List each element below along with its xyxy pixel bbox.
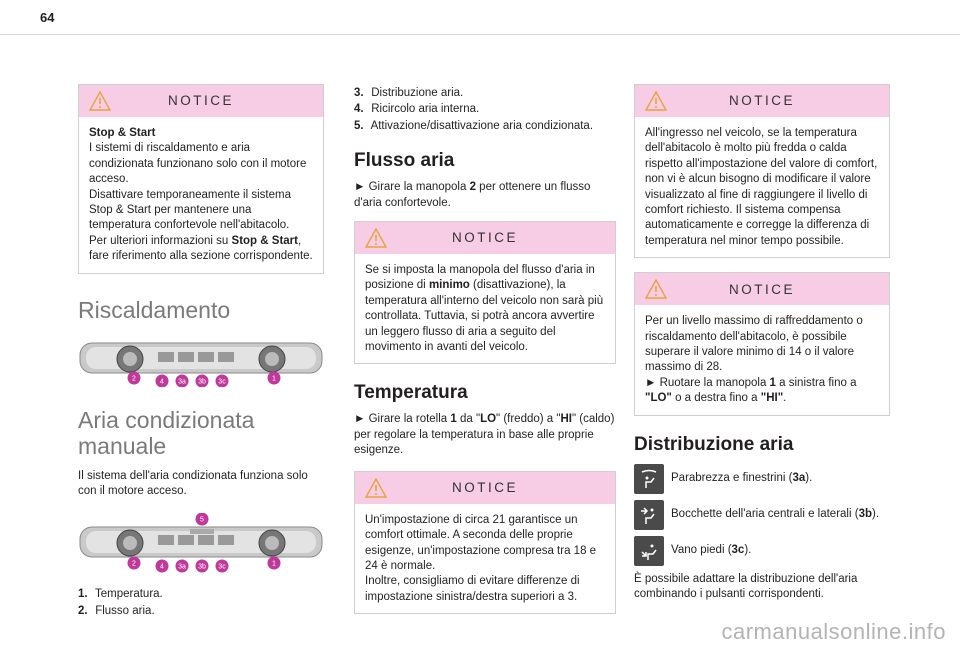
warning-icon xyxy=(645,279,667,299)
intro-paragraph: Il sistema dell'aria condizionata funziona solo con il motore acceso. xyxy=(78,469,308,498)
callout-label: 2 xyxy=(132,560,136,568)
callout-label: 3b xyxy=(198,378,206,386)
notice-box-stop-start xyxy=(78,84,324,274)
notice-header xyxy=(635,273,889,305)
notice-title: NOTICE xyxy=(728,93,795,109)
notice-box-flusso xyxy=(354,221,616,364)
warning-icon xyxy=(645,91,667,111)
heading-flusso-aria: Flusso aria xyxy=(354,150,455,172)
notice-text: ► Ruotare la manopola 1 a sinistra fino a "LO" o a destra fino a "HI". xyxy=(645,376,857,405)
notice-box-temperatura xyxy=(354,471,616,614)
heading-aria-condizionata: Aria condizionata manuale xyxy=(78,406,255,459)
list-item: 1. Temperatura. xyxy=(78,588,163,601)
notice-text: All'ingresso nel veicolo, se la temperatura dell'abitacolo è molto più fredda o calda rispetto all'impostazione del valore di comfort, non vi è alcun bisogno di modificare il valore visualizzato al fine di raggiungere il livello di comfort richiesto. Il sistema compensa automaticamente e corregge la differenza di temperatura nel minor tempo possibile. xyxy=(645,127,878,247)
notice-text: Se si imposta la manopola del flusso d'aria in posizione di minimo (disattivazione), la temperatura all'interno del veicolo non sarà più controllata. Tuttavia, si potrà ancora avvertire un leggero flusso di aria a seguito del movimento in avanti del veicolo. xyxy=(365,264,604,354)
list-item: 5. Attivazione/disattivazione aria condizionata. xyxy=(354,119,594,132)
callout-label: 4 xyxy=(160,563,164,571)
notice-title: NOTICE xyxy=(167,93,234,109)
notice-subtitle: Stop & Start xyxy=(89,127,156,139)
notice-title: NOTICE xyxy=(728,281,795,297)
list-item: 3. Distribuzione aria. xyxy=(354,87,464,99)
notice-text: Per ulteriori informazioni su Stop & Start, fare riferimento alla sezione corrispondente. xyxy=(89,234,313,263)
notice-title: NOTICE xyxy=(451,479,518,495)
control-panel-image-1 xyxy=(78,337,324,387)
callout-label: 5 xyxy=(200,516,204,524)
list-item: Vano piedi (3c). xyxy=(634,536,890,566)
callout-label: 3c xyxy=(218,563,226,571)
windshield-airflow-icon xyxy=(634,464,664,494)
notice-text: Disattivare temporaneamente il sistema Stop & Start per mantenere una temperatura confortevole nell'abitacolo. xyxy=(89,188,291,232)
heading-riscaldamento: Riscaldamento xyxy=(78,296,231,323)
distribution-list xyxy=(634,464,890,566)
notice-header xyxy=(355,222,615,254)
notice-header xyxy=(79,85,323,117)
list-item: Bocchette dell'aria centrali e laterali (3b). xyxy=(634,500,890,530)
watermark: carmanualsonline.info xyxy=(721,619,946,644)
notice-header xyxy=(355,472,615,504)
legend-list xyxy=(78,587,324,619)
flusso-instruction: ► Girare la manopola 2 per ottenere un flusso d'aria confortevole. xyxy=(354,181,591,209)
notice-text: Inoltre, consigliamo di evitare differenze di impostazione sinistra/destra superiori a 3. xyxy=(365,575,580,603)
callout-label: 1 xyxy=(272,560,276,568)
callout-label: 3a xyxy=(178,563,186,571)
legend-list xyxy=(354,86,616,134)
heading-temperatura: Temperatura xyxy=(354,382,468,404)
heading-distribuzione-aria: Distribuzione aria xyxy=(634,433,794,455)
notice-header xyxy=(635,85,889,117)
notice-title: NOTICE xyxy=(451,230,518,246)
column-3 xyxy=(634,84,890,603)
column-1 xyxy=(78,84,324,620)
temperatura-instruction: ► Girare la rotella 1 da "LO" (freddo) a "HI" (caldo) per regolare la temperatura in base alle proprie esigenze. xyxy=(354,413,615,457)
footwell-airflow-icon xyxy=(634,536,664,566)
callout-label: 3c xyxy=(218,378,226,386)
callout-label: 2 xyxy=(132,375,136,383)
list-item: 4. Ricircolo aria interna. xyxy=(354,103,480,116)
callout-label: 1 xyxy=(272,375,276,383)
callout-label: 3b xyxy=(198,563,206,571)
list-item: 2. Flusso aria. xyxy=(78,604,155,617)
notice-text: Un'impostazione di circa 21 garantisce un comfort ottimale. A seconda delle proprie esigenze, un'impostazione compresa tra 18 e 24 è normale. xyxy=(365,513,597,572)
distribution-note: È possibile adattare la distribuzione dell'aria combinando i pulsanti corrispondenti. xyxy=(634,572,858,601)
callout-label: 4 xyxy=(160,378,164,386)
notice-box-raffreddamento xyxy=(634,272,890,415)
list-item: Parabrezza e finestrini (3a). xyxy=(634,464,890,494)
warning-icon xyxy=(89,91,111,111)
face-vent-airflow-icon xyxy=(634,500,664,530)
notice-text: I sistemi di riscaldamento e aria condizionata funzionano solo con il motore acceso. xyxy=(89,142,307,186)
callout-label: 3a xyxy=(178,378,186,386)
warning-icon xyxy=(365,478,387,498)
notice-text: Per un livello massimo di raffreddamento o riscaldamento dell'abitacolo, è possibile superare il valore minimo di 14 o il valore massimo di 28. xyxy=(645,315,863,374)
page-number: 64 xyxy=(40,10,55,25)
control-panel-image-2 xyxy=(78,513,324,573)
warning-icon xyxy=(365,228,387,248)
header-divider xyxy=(0,34,960,35)
column-2 xyxy=(354,86,616,614)
notice-box-ingresso xyxy=(634,84,890,258)
